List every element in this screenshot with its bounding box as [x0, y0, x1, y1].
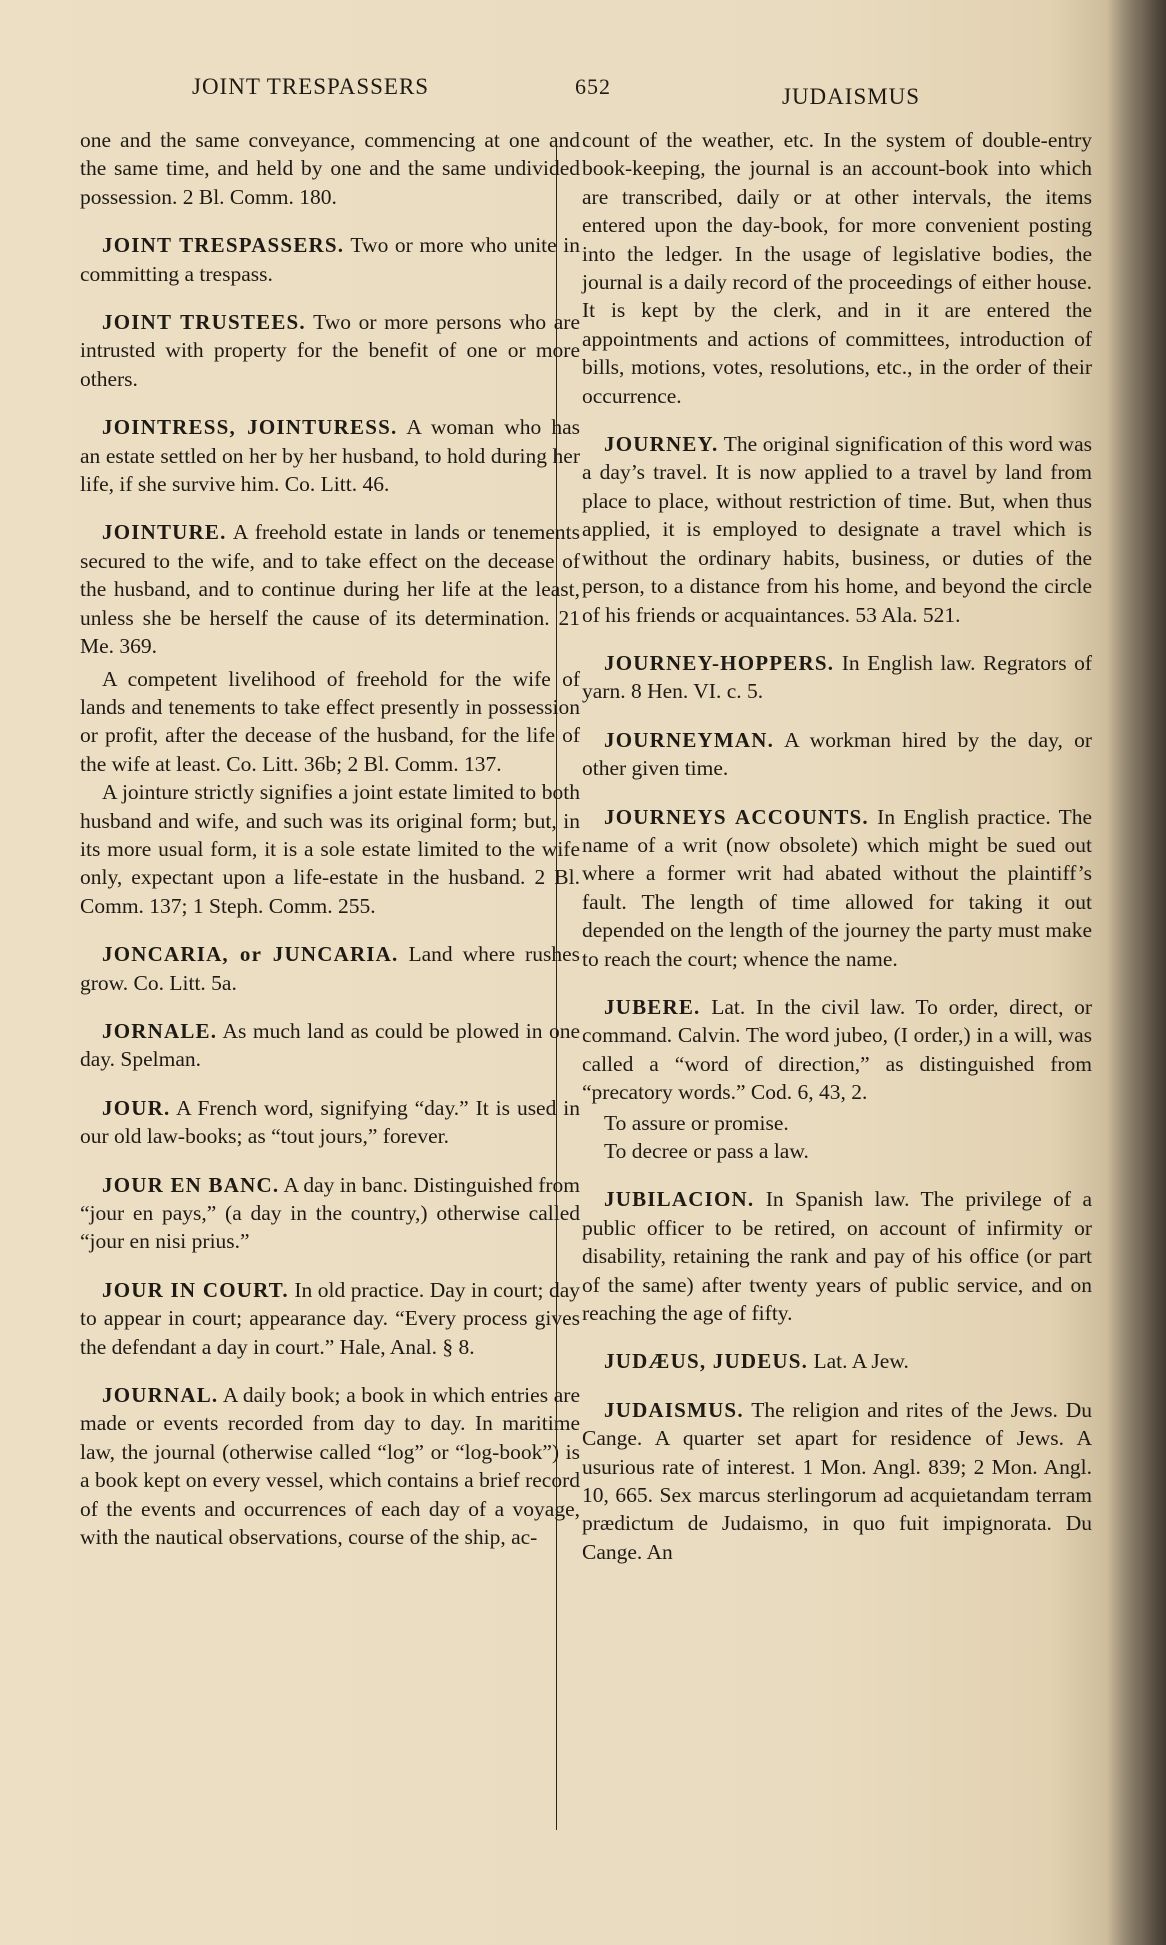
entry-text: A woman who has an estate settled on her by her husband, to hold during her life, if she survive him. Co. Litt. 46. — [80, 415, 580, 497]
entry-jour-in-court — [80, 1276, 580, 1361]
headword: JUDAISMUS. — [604, 1397, 744, 1422]
page-edge-shadow — [1106, 0, 1166, 1945]
entry-text: To assure or promise. — [604, 1110, 789, 1135]
headword: JOUR IN COURT. — [102, 1277, 289, 1302]
entry-joncaria — [80, 940, 580, 997]
entry-text: Lat. A Jew. — [813, 1349, 909, 1374]
entry-text: Two or more persons who are intrusted with property for the benefit of one or more others. — [80, 310, 580, 391]
headword: JUBERE. — [604, 994, 701, 1019]
headword: JOUR. — [102, 1095, 171, 1120]
headword: JOURNAL. — [102, 1383, 219, 1408]
headword: JONCARIA, or JUNCARIA. — [102, 942, 399, 967]
headword: JORNALE. — [102, 1018, 218, 1043]
headword: JOURNEYS ACCOUNTS. — [604, 804, 869, 829]
entry-text: To decree or pass a law. — [604, 1139, 809, 1163]
headword: JOURNEYMAN. — [604, 727, 775, 752]
left-column — [80, 126, 580, 1571]
headword: JOINTRESS, JOINTURESS. — [102, 415, 398, 440]
entry-jointress — [80, 413, 580, 498]
entry-jour — [80, 1094, 580, 1151]
headword: JOINT TRUSTEES. — [102, 310, 306, 335]
headword: JOUR EN BANC. — [102, 1172, 280, 1197]
entry-journey-hoppers — [582, 649, 1092, 706]
entry-text: A freehold estate in lands or tenements secured to the wife, and to take effect on the decease of the husband, and to continue during her life at the least, unless she be herself the cause of its determination. 21 Me. 369. — [80, 520, 580, 659]
entry-text: As much land as could be plowed in one day. Spelman. — [80, 1018, 580, 1072]
headword: JUBILACION. — [604, 1187, 755, 1212]
entry-text: count of the weather, etc. In the system of double-entry book-keeping, the journal is an account-book into which are transcribed, daily or at other intervals, the items entered upon the day-book, for more convenient posting into the ledger. In the usage of legislative bodies, the journal is a daily record of the proceedings of either house. It is kept by the clerk, and in it are entered the appointments and actions of committees, introduction of bills, motions, votes, resolutions, etc., in the order of their occurrence. — [582, 128, 1092, 408]
entry-text: In English law. Regrators of yarn. 8 Hen. VI. c. 5. — [582, 650, 1093, 704]
headword: JOINT TRESPASSERS. — [102, 233, 345, 258]
entry-jubere-sense-2 — [582, 1109, 1092, 1137]
header-left-guide-word: JOINT TRESPASSERS — [192, 74, 430, 99]
entry-journal — [80, 1381, 580, 1551]
entry-judaeus — [582, 1347, 1092, 1375]
headword: JUDÆUS, JUDEUS. — [604, 1349, 809, 1374]
headword: JOURNEY. — [604, 432, 719, 457]
entry-text: A daily book; a book in which entries are made or events recorded from day to day. In maritime law, the journal (otherwise called “log” or “log-book”) is a book kept on every vessel, which contains a brief record of the events and occurrences of each day of a voyage, with the nautical observations, course of the ship, ac- — [80, 1383, 580, 1550]
entry-continuation — [80, 126, 580, 211]
entry-text: Two or more who unite in committing a trespass. — [80, 233, 580, 286]
running-header — [0, 70, 1166, 110]
entry-text: In English practice. The name of a writ (now obsolete) which might be sued out where a former writ had abated without the plaintiff’s fault. The length of time allowed for taking it out depended on the length of the journey the party must make to reach the court; whence the name. — [582, 804, 1093, 971]
entry-text: In old practice. Day in court; day to appear in court; appearance day. “Every process gives the defendant a day in court.” Hale, Anal. § 8. — [80, 1277, 580, 1359]
entry-text: A jointure strictly signifies a joint estate limited to both husband and wife, and such was its original form; but, in its more usual form, it is a sole estate limited to the wife only, expectant upon a life-estate in the husband. 2 Bl. Comm. 137; 1 Steph. Comm. 255. — [80, 780, 580, 918]
headword: JOURNEY-HOPPERS. — [604, 650, 835, 675]
entry-jour-en-banc — [80, 1171, 580, 1256]
page-number: 652 — [575, 74, 611, 99]
entry-journal-continuation — [582, 126, 1092, 410]
entry-jubere-sense-3 — [582, 1137, 1092, 1165]
entry-text: A French word, signifying “day.” It is used in our old law-books; as “tout jours,” forever. — [80, 1095, 580, 1149]
entry-text: A workman hired by the day, or other given time. — [582, 727, 1092, 781]
entry-text: Land where rushes grow. Co. Litt. 5a. — [80, 942, 580, 995]
header-right-guide-word: JUDAISMUS — [782, 84, 921, 109]
headword: JOINTURE. — [102, 520, 227, 545]
entry-text: In Spanish law. The privilege of a public officer to be retired, on account of infirmity or disability, retaining the rank and pay of his office (or part of the same) after twenty years of public service, and on reaching the age of fifty. — [582, 1187, 1093, 1326]
entry-jubilacion — [582, 1185, 1092, 1327]
entry-journey — [582, 430, 1092, 629]
entry-text: A competent livelihood of freehold for the wife of lands and tenements to take effect presently in possession or profit, after the decease of the husband, for the life of the wife at least. Co. Litt. 36b; 2 Bl. Comm. 137. — [80, 666, 580, 776]
entry-jornale — [80, 1017, 580, 1074]
entry-text: A day in banc. Distinguished from “jour en pays,” (a day in the country,) otherwise called “jour en nisi prius.” — [80, 1172, 580, 1254]
entry-jointure-para-2 — [80, 665, 580, 779]
entry-journeys-accounts — [582, 803, 1092, 973]
entry-jointure — [80, 518, 580, 660]
entry-joint-trespassers — [80, 231, 580, 288]
entry-journeyman — [582, 726, 1092, 783]
entry-text: The religion and rites of the Jews. Du Cange. A quarter set apart for residence of Jews. A usurious rate of interest. 1 Mon. Angl. 839; 2 Mon. Angl. 10, 665. Sex marcus sterlingorum ad acquietandam terram prædictum de Judaismo, in quo fuit impignorata. Du Cange. An — [582, 1397, 1092, 1564]
entry-text: one and the same conveyance, commencing at one and the same time, and held by one and the same undivided possession. 2 Bl. Comm. 180. — [80, 128, 580, 209]
entry-judaismus — [582, 1396, 1092, 1566]
entry-text: The original signification of this word was a day’s travel. It is now applied to a travel by land from place to place, without restriction of time. But, when thus applied, it is employed to designate a travel which is without the ordinary habits, business, or duties of the person, to a distance from his home, and beyond the circle of his friends or acquaintances. 53 Ala. 521. — [582, 432, 1092, 627]
entry-text: Lat. In the civil law. To order, direct, or command. Calvin. The word jubeo, (I order,) in a will, was called a “word of direction,” as distinguished from “precatory words.” Cod. 6, 43, 2. — [582, 994, 1093, 1105]
entry-jointure-para-3 — [80, 778, 580, 920]
entry-joint-trustees — [80, 308, 580, 393]
entry-jubere — [582, 993, 1092, 1107]
right-column — [582, 126, 1092, 1586]
